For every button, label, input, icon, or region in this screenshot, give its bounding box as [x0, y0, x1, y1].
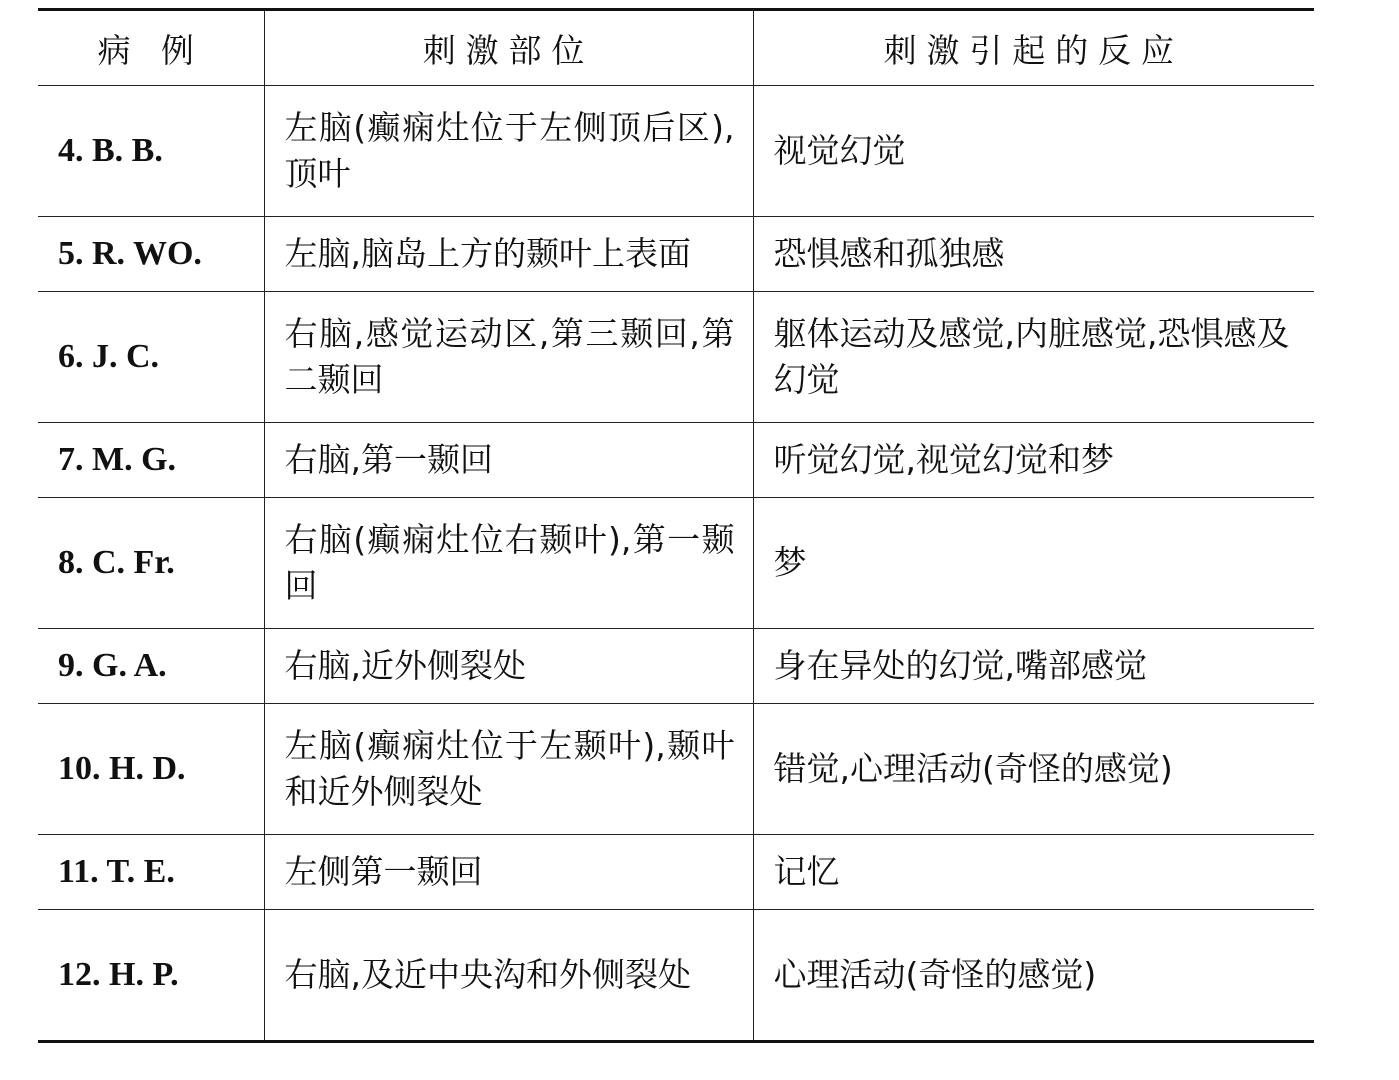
table-row [38, 86, 1314, 217]
site-cell: 右脑,及近中央沟和外侧裂处 [264, 910, 753, 1042]
table-row [38, 910, 1314, 1042]
response-cell: 梦 [753, 498, 1314, 629]
case-cell: 9. G. A. [38, 629, 264, 704]
case-cell: 5. R. WO. [38, 217, 264, 292]
response-cell: 恐惧感和孤独感 [753, 217, 1314, 292]
case-cell: 4. B. B. [38, 86, 264, 217]
response-cell: 记忆 [753, 835, 1314, 910]
case-cell: 10. H. D. [38, 704, 264, 835]
site-cell: 左脑(癫痫灶位于左颞叶),颞叶和近外侧裂处 [264, 704, 753, 835]
site-cell: 左侧第一颞回 [264, 835, 753, 910]
site-cell: 右脑(癫痫灶位右颞叶),第一颞回 [264, 498, 753, 629]
response-cell: 身在异处的幻觉,嘴部感觉 [753, 629, 1314, 704]
site-cell: 右脑,近外侧裂处 [264, 629, 753, 704]
site-cell: 左脑,脑岛上方的颞叶上表面 [264, 217, 753, 292]
header-site: 刺激部位 [264, 10, 753, 86]
response-cell: 错觉,心理活动(奇怪的感觉) [753, 704, 1314, 835]
case-cell: 12. H. P. [38, 910, 264, 1042]
site-cell: 右脑,感觉运动区,第三颞回,第二颞回 [264, 292, 753, 423]
response-cell: 听觉幻觉,视觉幻觉和梦 [753, 423, 1314, 498]
header-case: 病 例 [38, 10, 264, 86]
header-row [38, 10, 1314, 86]
table-row [38, 292, 1314, 423]
response-cell: 躯体运动及感觉,内脏感觉,恐惧感及幻觉 [753, 292, 1314, 423]
site-cell: 左脑(癫痫灶位于左侧顶后区),顶叶 [264, 86, 753, 217]
table-row [38, 704, 1314, 835]
case-cell: 8. C. Fr. [38, 498, 264, 629]
response-cell: 视觉幻觉 [753, 86, 1314, 217]
table-row [38, 835, 1314, 910]
site-cell: 右脑,第一颞回 [264, 423, 753, 498]
table-row [38, 423, 1314, 498]
header-response: 刺激引起的反应 [753, 10, 1314, 86]
case-cell: 6. J. C. [38, 292, 264, 423]
case-stimulation-table [38, 8, 1314, 1043]
case-cell: 7. M. G. [38, 423, 264, 498]
table-row [38, 498, 1314, 629]
table-row [38, 217, 1314, 292]
table-row [38, 629, 1314, 704]
case-cell: 11. T. E. [38, 835, 264, 910]
response-cell: 心理活动(奇怪的感觉) [753, 910, 1314, 1042]
